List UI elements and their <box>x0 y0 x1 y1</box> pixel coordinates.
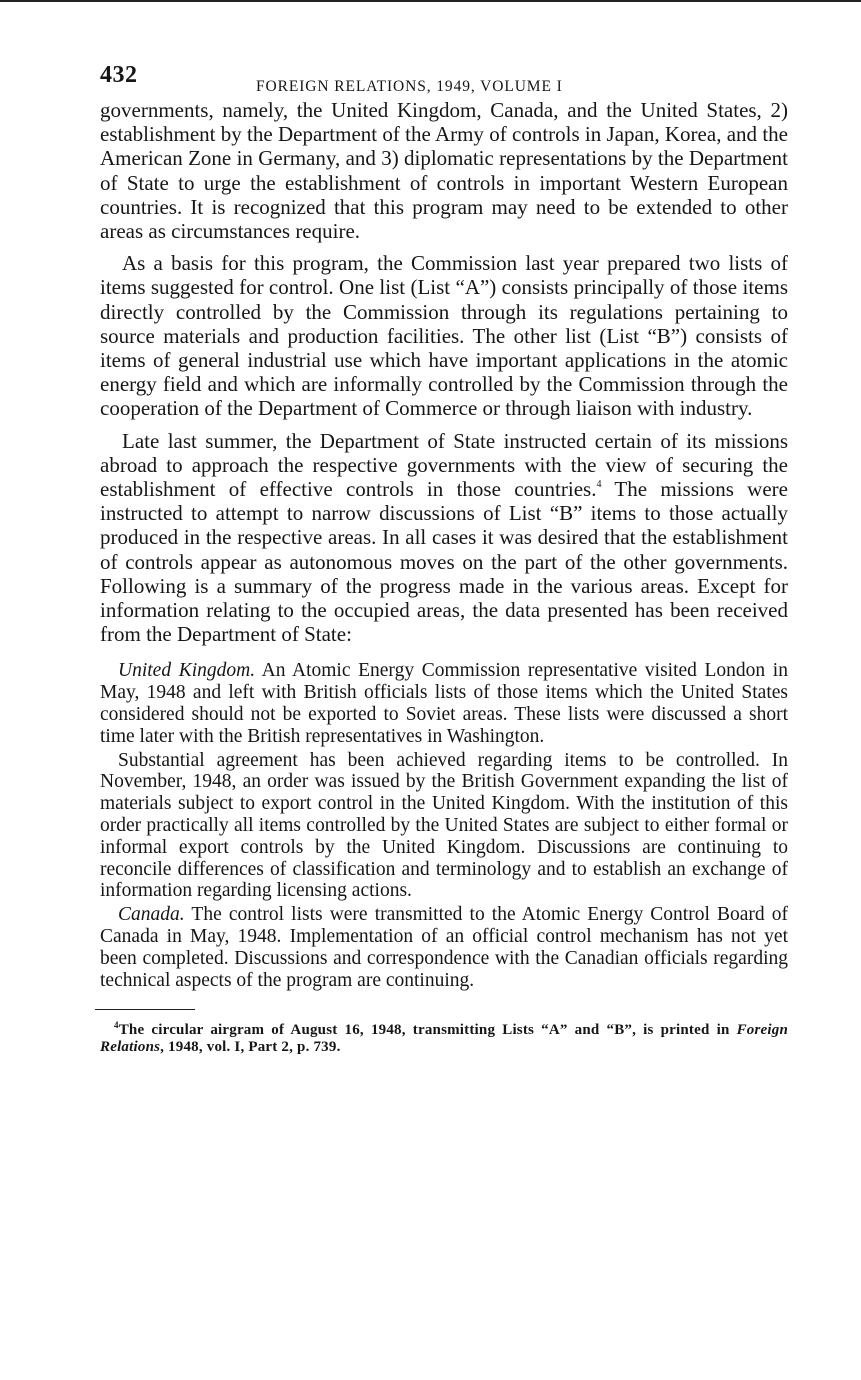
section-text-united-kingdom: An Atomic Energy Commission representative visited London in May, 1948 and left with British officials lists of those items which the United States considered should not be exported to Soviet areas. These lists were discussed a short time later with the British representatives in Washington. <box>100 660 788 747</box>
footnote-divider <box>95 1009 195 1010</box>
section-text-canada: The control lists were transmitted to the Atomic Energy Control Board of Canada in May, 1948. Implementation of an official control mechanism has not yet been completed. Discussions and correspondence with the Canadian officials regarding technical aspects of the program are continuing. <box>100 904 788 991</box>
section-united-kingdom-continued: Substantial agreement has been achieved regarding items to be controlled. In November, 1948, an order was issued by the British Government expanding the list of materials subject to export control in the United Kingdom. With the institution of this order practically all items controlled by the United States are subject to either formal or informal export controls by the United Kingdom. Discussions are continuing to reconcile differences of classification and terminology and to establish an exchange of information regarding licensing actions. <box>100 749 788 902</box>
paragraph-continued: governments, namely, the United Kingdom, Canada, and the United States, 2) establishment by the Department of the Army of controls in Japan, Korea, and the American Zone in Germany, and 3) diplomatic representations by the Department of State to urge the establishment of controls in important Western European countries. It is recognized that this program may need to be extended to other areas as circumstances require. <box>100 98 788 244</box>
section-heading-canada: Canada. <box>118 904 185 926</box>
page-number: 432 <box>100 62 138 88</box>
footnote-text-after: , 1948, vol. I, Part 2, p. 739. <box>160 1039 341 1056</box>
paragraph-late-summer-text: Late last summer, the Department of State instructed certain of its missions abroad to approach the respective governments with the view of securing the establishment of effective controls in those countries. <box>100 428 788 502</box>
country-sections <box>100 660 788 991</box>
running-head <box>100 58 788 98</box>
paragraph-late-summer <box>100 429 788 647</box>
section-heading-united-kingdom: United Kingdom. <box>118 660 256 682</box>
top-rule <box>0 0 861 2</box>
document-page <box>100 58 788 1056</box>
footnote-text-before: The circular airgram of August 16, 1948, transmitting Lists “A” and “B”, is printed in <box>118 1022 737 1039</box>
footnote-marker: 4 <box>114 1020 119 1031</box>
paragraph-basis: As a basis for this program, the Commission last year prepared two lists of items suggested for control. One list (List “A”) consists principally of those items directly controlled by the Commission through its regulations pertaining to source materials and production facilities. The other list (List “B”) consists of items of general industrial use which have important applications in the atomic energy field and which are informally controlled by the Commission through the cooperation of the Department of Commerce or through liaison with industry. <box>100 251 788 421</box>
body-text <box>100 98 788 646</box>
section-united-kingdom <box>100 660 788 747</box>
footnote-reference: 4 <box>596 479 602 491</box>
footnote <box>100 1022 788 1056</box>
paragraph-missions-text: The missions were instructed to attempt to narrow discussions of List “B” items to those actually produced in the respective areas. In all cases it was desired that the establishment of controls appear as autonomous moves on the part of the other governments. Following is a summary of the progress made in the various areas. Except for information relating to the occupied areas, the data presented has been received from the Department of State: <box>100 477 788 647</box>
running-title: FOREIGN RELATIONS, 1949, VOLUME I <box>256 78 563 95</box>
section-canada <box>100 904 788 991</box>
footnote-source-title: Foreign Relations <box>100 1022 788 1056</box>
